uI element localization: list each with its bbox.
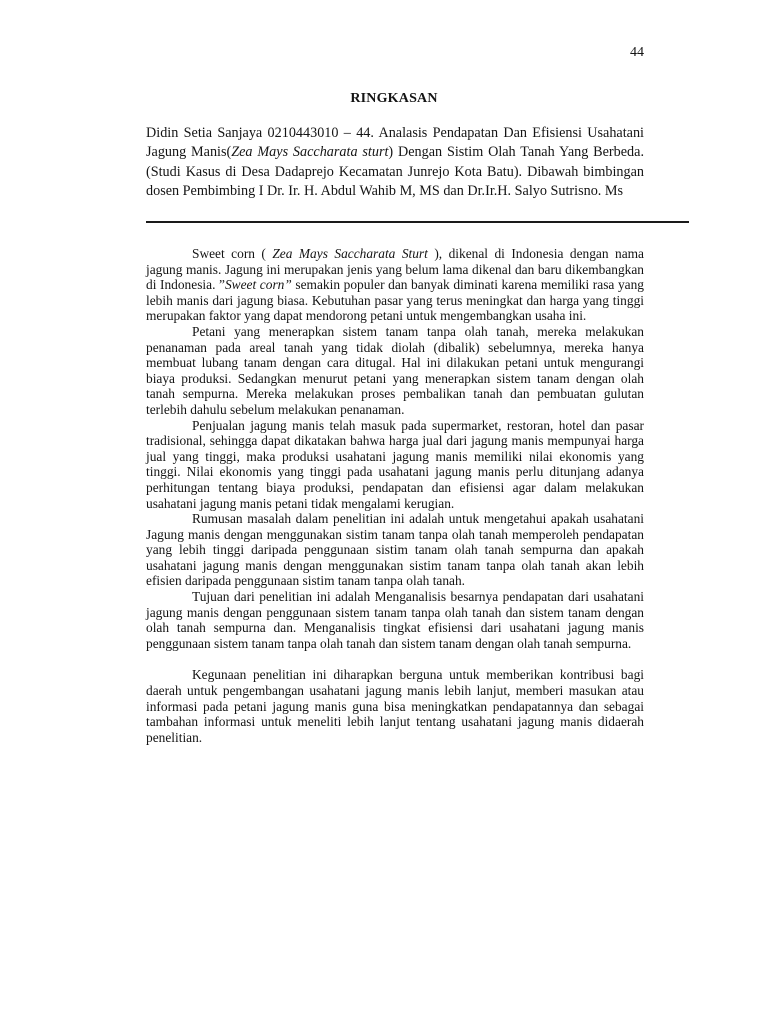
page-number: 44 xyxy=(630,45,644,60)
paragraph-rumusan-masalah: Rumusan masalah dalam penelitian ini adalah untuk mengetahui apakah usahatani Jagung manis dengan menggunakan sistim tanam tanpa olah tanah memperoleh pendapatan yang lebih tinggi daripada penggunaan sistim tanam olah tanah sempurna dan apakah usahatani jagung manis dengan menggunakan sistim tanam tanpa olah tanah akan lebih efisien daripada penggunaan sistim tanam tanpa olah tanah. xyxy=(146,511,644,589)
citation-paragraph xyxy=(146,124,644,202)
page-title: RINGKASAN xyxy=(350,91,438,106)
divider-line xyxy=(146,221,689,223)
citation-scientific-name: Zea Mays Saccharata sturt xyxy=(231,144,389,161)
p1-sweet-corn-term: Sweet corn” xyxy=(224,277,292,293)
paragraph-kegunaan: Kegunaan penelitian ini diharapkan berguna untuk memberikan kontribusi bagi daerah untuk pengembangan usahatani jagung manis lebih lanjut, memberi masukan atau informasi pada petani jagung manis guna bisa meningkatkan pendapatannya dan sebagai tambahan informasi untuk meneliti lebih lanjut tentang usahatani jagung manis didaerah penelitian. xyxy=(146,667,644,745)
p1-scientific-name: Zea Mays Saccharata Sturt xyxy=(272,246,428,261)
paragraph-petani: Petani yang menerapkan sistem tanam tanpa olah tanah, mereka melakukan penanaman pada areal tanah yang tidak diolah (dibalik) sebelumnya, mereka hanya membuat lubang tanam dengan cara ditugal. Hal ini dilakukan petani untuk mengurangi biaya produksi. Sedangkan menurut petani yang menerapkan sistem tanam dengan olah tanah sempurna. Mereka melakukan proses pembalikan tanah dan pembuatan gulutan terlebih dahulu sebelum melakukan penanaman. xyxy=(146,323,644,417)
citation-text-1: Didin Setia Sanjaya 0210443010 – 44. Analasis Pendapatan Dan Efisiensi Usahatani Jagung Manis( xyxy=(146,125,644,161)
paragraph-tujuan: Tujuan dari penelitian ini adalah Menganalisis besarnya pendapatan dari usahatani jagung manis dengan penggunaan sistem tanam tanpa olah tanah dan sistem tanam dengan olah tanah sempurna dan. Menganalisis tingkat efisiensi dari usahatani jagung manis penggunaan sistem tanam tanpa olah tanah dan sistem tanam dengan olah tanah sempurna. xyxy=(146,589,644,651)
citation-text-2: ) Dengan Sistim Olah Tanah Yang Berbeda. (Studi Kasus di Desa Dadaprejo Kecamatan Junrejo Kota Batu). Dibawah bimbingan dosen Pembimbing I Dr. Ir. H. Abdul Wahib M, MS dan Dr.Ir.H. Salyo Sutrisno. Ms xyxy=(146,144,644,200)
paragraph-sweet-corn xyxy=(146,246,644,324)
paragraph-penjualan: Penjualan jagung manis telah masuk pada supermarket, restoran, hotel dan pasar tradisional, sehingga dapat dikatakan bahwa harga jual dari jagung manis mempunyai harga jual yang tinggi, maka produksi usahatani jagung manis memiliki nilai ekonomis yang tinggi. Nilai ekonomis yang tinggi pada usahatani jagung manis perlu ditunjang adanya perhitungan tentang biaya produksi, pendapatan dan efisiensi agar dalam melakukan usahatani jagung manis petani tidak mengalami kerugian. xyxy=(146,417,644,511)
p1-text-e: semakin populer dan banyak diminati karena memiliki rasa yang lebih manis dari jagung biasa. Kebutuhan pasar yang terus meningkat dan harga yang tinggi merupakan faktor yang dapat mendorong petani untuk mengembangkan usaha ini. xyxy=(146,277,644,324)
p1-text-a: Sweet corn ( xyxy=(192,246,273,261)
summary-body xyxy=(146,246,644,745)
abstract-header xyxy=(146,124,644,202)
p1-text-c: ), dikenal di Indonesia dengan nama jagung manis. Jagung ini merupakan jenis yang belum lama dikenal dan baru dikembangkan di Indonesia. ” xyxy=(146,246,644,293)
